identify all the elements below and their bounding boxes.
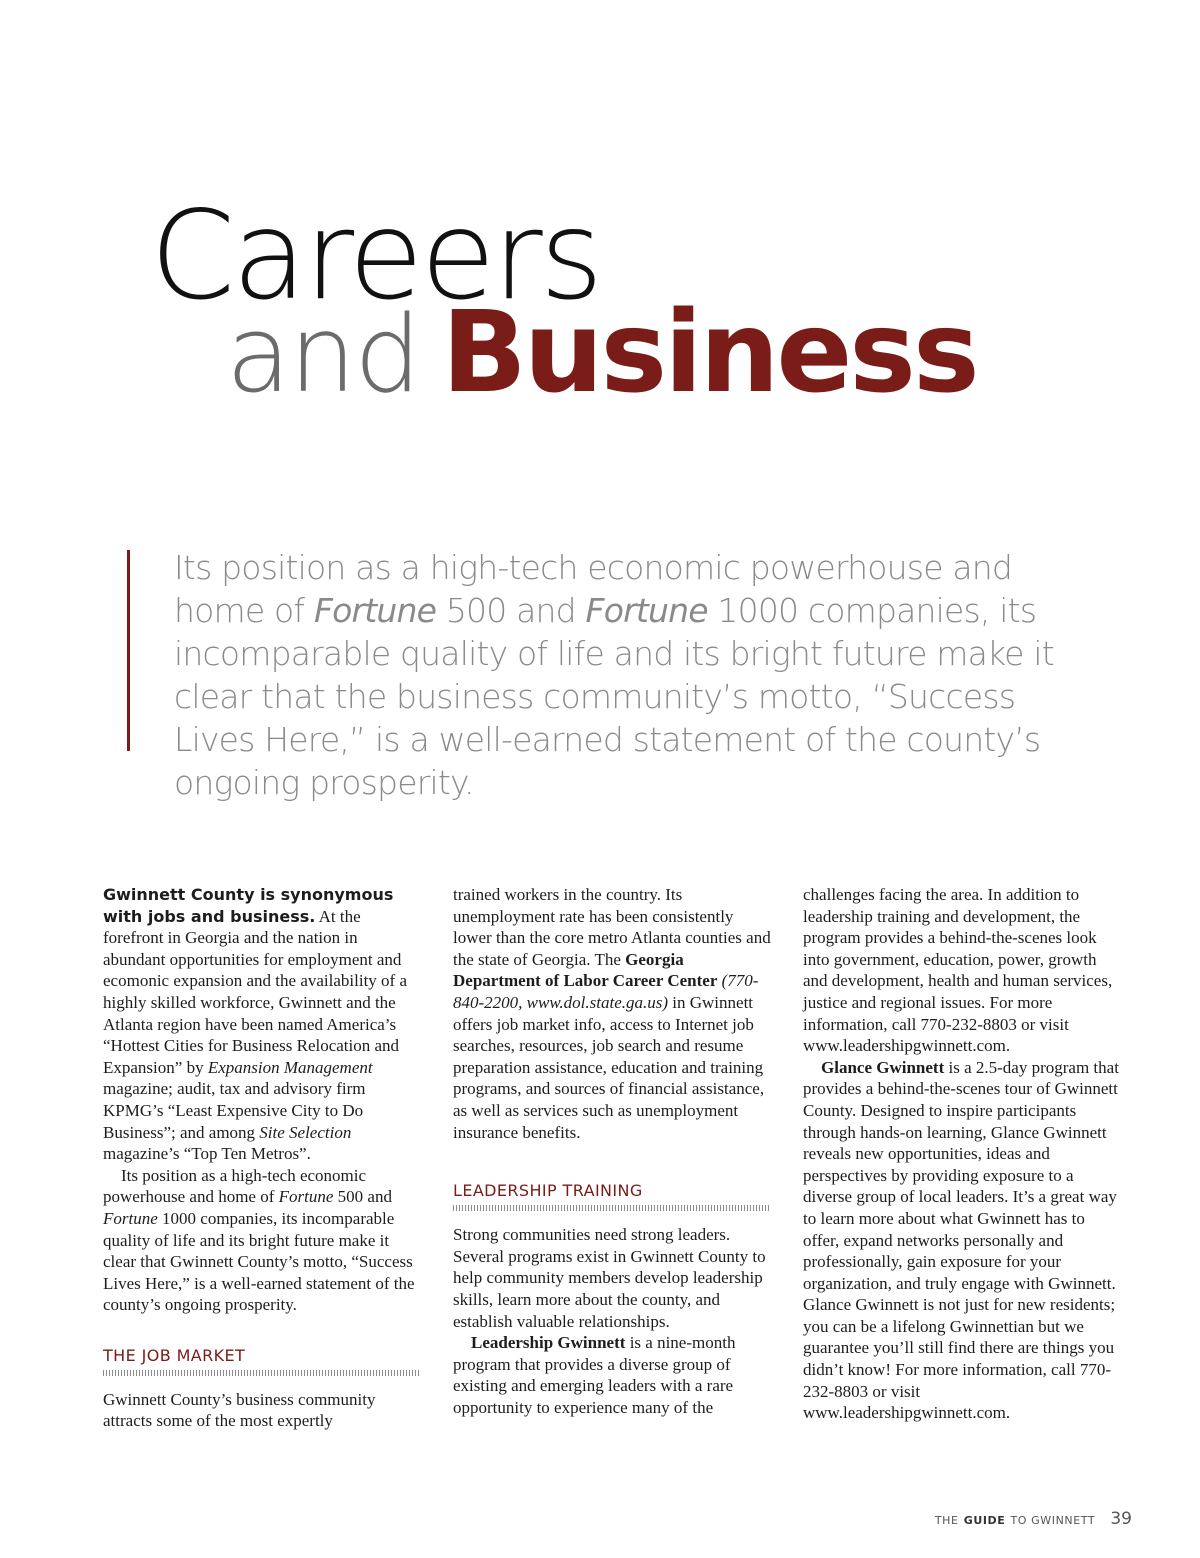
page-title — [150, 185, 977, 418]
pull-quote-italic: Fortune — [313, 591, 437, 630]
body-text: magazine’s “Top Ten Metros”. — [103, 1144, 311, 1164]
pull-quote-text: 1000 companies, its incomparable quality of life and its bright future make it clear that the business community’s motto, “Success Lives Here,” is a well-earned statement of the county’s ongoing prosperity. — [174, 591, 1054, 802]
pull-quote-rule — [127, 550, 130, 751]
body-bold: Georgia Department of Labor Career Center — [453, 949, 718, 991]
footer-guide: GUIDE — [963, 1514, 1006, 1527]
footer-the: THE — [934, 1514, 959, 1527]
body-bold: Leadership Gwinnett — [471, 1333, 626, 1353]
title-business: Business — [441, 288, 977, 418]
body-italic: Fortune — [103, 1208, 158, 1228]
body-text: 500 and — [333, 1187, 392, 1207]
page-number: 39 — [1110, 1509, 1132, 1529]
leadership-paragraph: Strong communities need strong leaders. Several programs exist in Gwinnett County to help community members develop leadership skills, learn more about the county, and establish valuable relationships. — [453, 1225, 766, 1331]
body-italic: Fortune — [278, 1187, 334, 1207]
footer-to-gwinnett: TO GWINNETT — [1010, 1514, 1096, 1527]
pull-quote-text: Its position as a high-tech economic powerhouse and home of — [174, 548, 1013, 630]
body-text: At the forefront in Georgia and the nation in abundant opportunities for employment and ecomonic expansion and the availability of a highly skilled workforce, Gwinnett and the Atlanta region have been named America’s “Hottest Cities for Business Relocation and Expansion” by — [103, 906, 408, 1077]
body-italic: (770-840-2200, www.dol.state.ga.us) — [453, 971, 759, 1012]
continued-paragraph: challenges facing the area. In addition to leadership training and development, the program provides a behind-the-scenes look into government, education, power, growth and development, health and human services, justice and regional issues. For more information, call 770-232-8803 or visit www.leadershipgwinnett.com. — [803, 885, 1113, 1056]
column-2 — [453, 884, 771, 1418]
body-text: Its position as a high-tech economic powerhouse and home of — [103, 1165, 367, 1207]
column-3 — [803, 884, 1121, 1424]
intro-paragraph — [103, 884, 421, 1165]
body-text: trained workers in the country. Its unemployment rate has been consistently lower than the core metro Atlanta counties and the state of Georgia. The — [453, 885, 771, 969]
section-heading-job-market: THE JOB MARKET — [103, 1346, 421, 1375]
page-footer — [935, 1509, 1132, 1529]
body-text: is a nine-month program that provides a diverse group of existing and emerging leaders with a rare opportunity to experience many of the — [453, 1333, 736, 1417]
column-1 — [103, 884, 421, 1432]
title-careers: Careers — [150, 185, 601, 327]
body-italic: Site Selection — [259, 1122, 352, 1142]
paragraph-2 — [103, 1165, 421, 1316]
labor-paragraph — [453, 884, 771, 1143]
pull-quote-italic: Fortune — [585, 591, 708, 630]
body-text: 1000 companies, its incomparable quality of life and its bright future make it clear that Gwinnett County’s motto, “Success Lives Here,” is a well-earned statement of the county’s ongoing prosperity. — [103, 1208, 415, 1315]
title-and: and — [226, 293, 420, 416]
job-market-paragraph: Gwinnett County’s business community attracts some of the most expertly — [103, 1389, 376, 1431]
leadership-gwinnett-paragraph — [453, 1332, 771, 1418]
body-text: is a 2.5-day program that provides a behind-the-scenes tour of Gwinnett County. Designed to inspire participants through hands-on learning, Glance Gwinnett reveals new opportunities, ideas and perspectives by providing exposure to a diverse group of local leaders. It’s a great way to learn more about what Gwinnett has to offer, expand networks personally and professionally, gain exposure for your organization, and truly engage with Gwinnett. Glance Gwinnett is not just for new residents; you can be a lifelong Gwinnettian but we guarantee you’ll still find there are things you didn’t know! For more information, call 770-232-8803 or visit www.leadershipgwinnett.com. — [803, 1057, 1119, 1423]
body-text: magazine; audit, tax and advisory firm KPMG’s “Least Expensive City to Do Business”; and among — [103, 1079, 366, 1142]
glance-gwinnett-paragraph — [803, 1057, 1121, 1424]
body-bold: Glance Gwinnett — [821, 1057, 945, 1077]
title-line-2 — [226, 288, 977, 418]
body-text: in Gwinnett offers job market info, access to Internet job searches, resources, job search and resume preparation assistance, education and training programs, and sources of financial assistance, as well as services such as unemployment insurance benefits. — [453, 992, 765, 1142]
intro-lead: Gwinnett County is synonymous with jobs and business. — [103, 885, 394, 926]
pull-quote — [174, 546, 1074, 804]
section-heading-leadership: LEADERSHIP TRAINING — [453, 1181, 771, 1210]
body-italic: Expansion Management — [207, 1057, 373, 1077]
pull-quote-text: 500 and — [436, 591, 586, 630]
